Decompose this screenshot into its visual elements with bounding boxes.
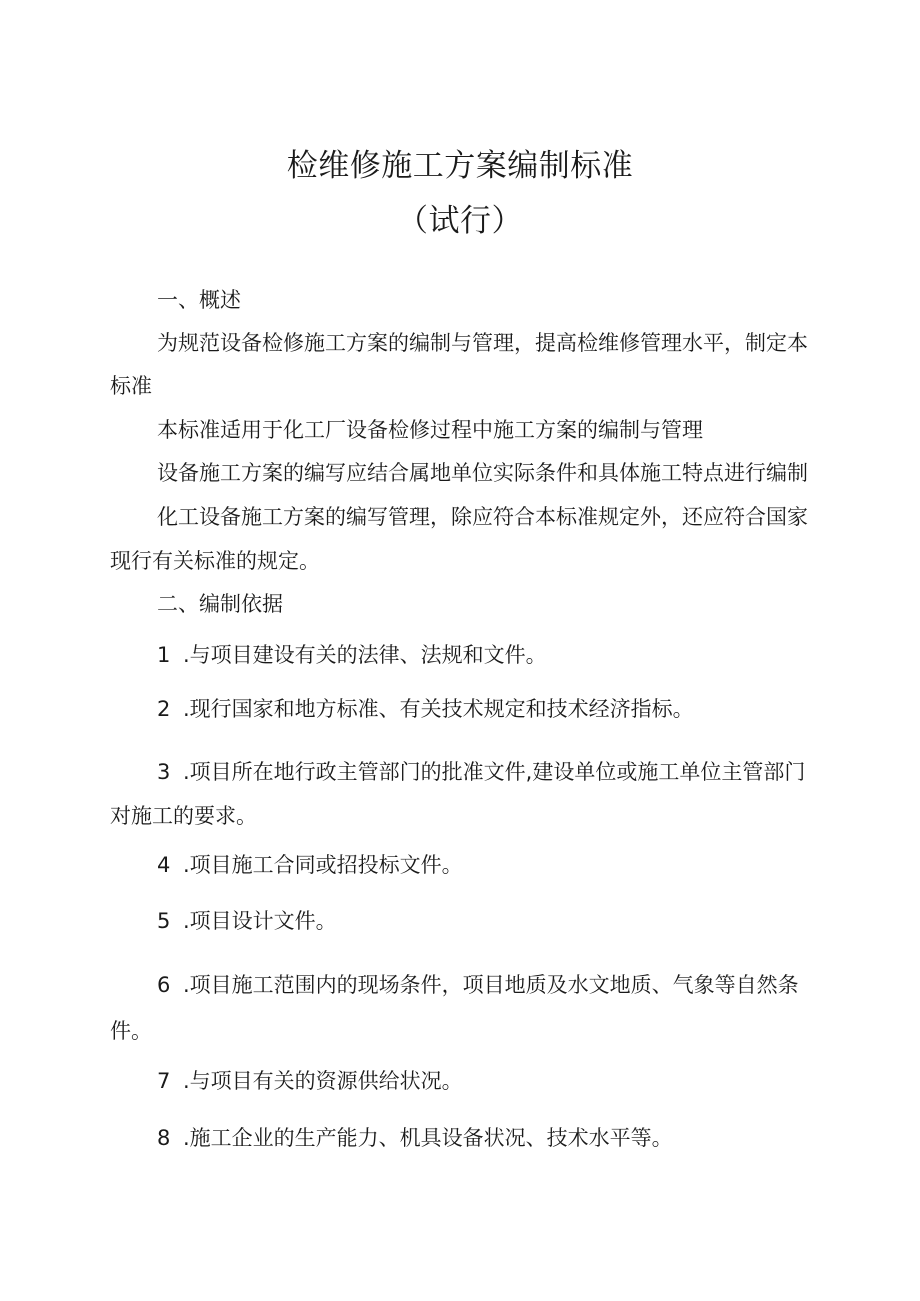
paragraph-writing: 设备施工方案的编写应结合属地单位实际条件和具体施工特点进行编制 (157, 461, 808, 485)
list-item-number: 7 (157, 1069, 171, 1093)
list-item-text: .与项目有关的资源供给状况。 (183, 1069, 463, 1093)
paragraph-compliance-line2: 现行有关标准的规定。 (110, 549, 320, 573)
list-item-text: .项目所在地行政主管部门的批准文件,建设单位或施工单位主管部门 (183, 760, 806, 784)
paragraph-scope: 本标准适用于化工厂设备检修过程中施工方案的编制与管理 (157, 418, 703, 442)
section-heading-overview: 一、概述 (157, 288, 241, 312)
list-item (157, 758, 805, 786)
list-item-text: .现行国家和地方标准、有关技术规定和技术经济指标。 (183, 697, 694, 721)
list-item (157, 695, 694, 723)
list-item (157, 641, 547, 669)
list-item (157, 971, 799, 999)
list-item-number: 3 (157, 760, 171, 784)
list-item-number: 1 (157, 643, 171, 667)
section-heading-basis: 二、编制依据 (157, 592, 283, 616)
document-subtitle: （试行） (397, 203, 523, 239)
list-item (157, 1067, 463, 1095)
list-item-text: .与项目建设有关的法律、法规和文件。 (183, 643, 547, 667)
list-item-number: 5 (157, 909, 171, 933)
list-item-text: .项目施工范围内的现场条件，项目地质及水文地质、气象等自然条 (183, 973, 799, 997)
list-item-number: 4 (157, 853, 171, 877)
paragraph-compliance-line1: 化工设备施工方案的编写管理，除应符合本标准规定外，还应符合国家 (157, 505, 808, 529)
paragraph-purpose-line2: 标准 (110, 374, 152, 398)
list-item (157, 1124, 673, 1152)
list-item-number: 2 (157, 697, 171, 721)
document-title: 检维修施工方案编制标准 (286, 148, 634, 184)
list-item-continuation: 件。 (110, 1019, 152, 1043)
list-item-number: 6 (157, 973, 171, 997)
list-item (157, 851, 463, 879)
list-item-text: .施工企业的生产能力、机具设备状况、技术水平等。 (183, 1126, 673, 1150)
list-item (157, 907, 337, 935)
list-item-continuation: 对施工的要求。 (110, 804, 257, 828)
list-item-text: .项目施工合同或招投标文件。 (183, 853, 463, 877)
list-item-number: 8 (157, 1126, 171, 1150)
list-item-text: .项目设计文件。 (183, 909, 337, 933)
paragraph-purpose-line1: 为规范设备检修施工方案的编制与管理，提高检维修管理水平，制定本 (157, 331, 808, 355)
